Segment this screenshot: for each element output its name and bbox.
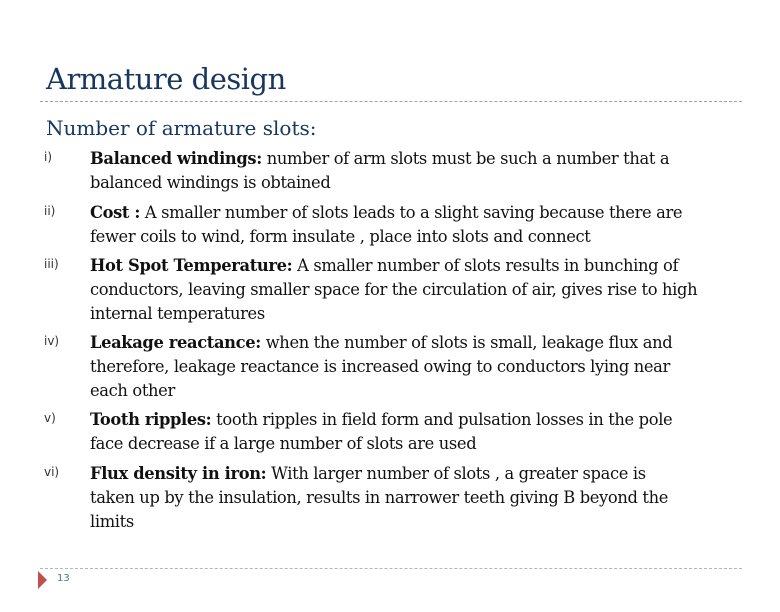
list-item-text: balanced windings is obtained — [90, 173, 331, 192]
list-item-heading: Hot Spot Temperature: — [90, 256, 293, 275]
list-item-number: iii) — [44, 257, 59, 271]
list-item-heading: Balanced windings: — [90, 149, 262, 168]
title-divider — [40, 101, 742, 102]
page-number: 13 — [57, 573, 70, 584]
list-item-text: conductors, leaving smaller space for the circulation of air, gives rise to high — [90, 280, 698, 299]
list-item-text: A smaller number of slots results in bunching of — [292, 256, 679, 275]
list-item-text: when the number of slots is small, leakage flux and — [260, 333, 673, 352]
list-item-text: With larger number of slots , a greater space is — [266, 464, 646, 483]
list-item-text: tooth ripples in field form and pulsation losses in the pole — [211, 410, 673, 429]
list-item-heading: Leakage reactance: — [90, 333, 261, 352]
list-item-number: v) — [44, 411, 56, 425]
list-item-text: limits — [90, 512, 134, 531]
list-item-text: face decrease if a large number of slots are used — [90, 434, 477, 453]
list-item-text: therefore, leakage reactance is increased owing to conductors lying near — [90, 357, 670, 376]
list-item-heading: Flux density in iron: — [90, 464, 267, 483]
slide-title: Armature design — [46, 62, 286, 96]
list-item-number: vi) — [44, 465, 60, 479]
list-item-text: each other — [90, 381, 175, 400]
footer-divider — [40, 568, 742, 569]
list-item-number: iv) — [44, 334, 60, 348]
list-item-text: A smaller number of slots leads to a slight saving because there are — [140, 203, 683, 222]
list-item-number: ii) — [44, 204, 56, 218]
list-item-text: internal temperatures — [90, 304, 265, 323]
list-item-text: fewer coils to wind, form insulate , place into slots and connect — [90, 227, 591, 246]
list-item-number: i) — [44, 150, 53, 164]
slide-subtitle: Number of armature slots: — [46, 116, 317, 140]
list-item-heading: Tooth ripples: — [90, 410, 212, 429]
list-item-text: number of arm slots must be such a number that a — [261, 149, 670, 168]
list-item-heading: Cost : — [90, 203, 141, 222]
slide-marker-icon — [38, 571, 47, 589]
list-item-text: taken up by the insulation, results in narrower teeth giving B beyond the — [90, 488, 668, 507]
